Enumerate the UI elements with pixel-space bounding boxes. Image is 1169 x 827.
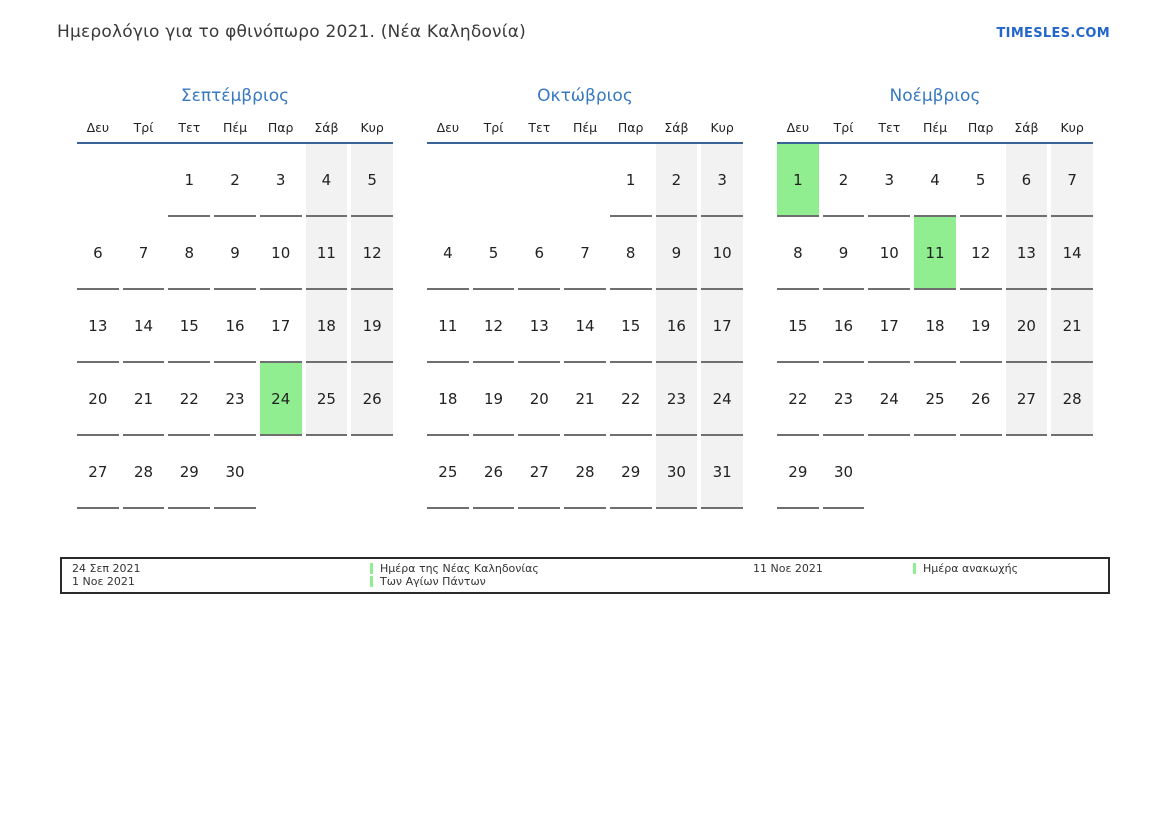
day-cell: 29 xyxy=(777,436,819,509)
day-cell: 24 xyxy=(868,363,910,436)
day-cell: 21 xyxy=(123,363,165,436)
day-cell xyxy=(473,144,515,217)
day-cell: 25 xyxy=(914,363,956,436)
month-title: Σεπτέμβριος xyxy=(180,86,290,106)
day-cell: 16 xyxy=(823,290,865,363)
day-cell: 8 xyxy=(777,217,819,290)
day-cell xyxy=(960,436,1002,509)
day-cell: 4 xyxy=(914,144,956,217)
legend-label: Ημέρα ανακωχής xyxy=(913,563,1098,575)
day-cell: 19 xyxy=(960,290,1002,363)
day-cell-holiday: 24 xyxy=(260,363,302,436)
day-cell: 16 xyxy=(656,290,698,363)
day-cell: 19 xyxy=(473,363,515,436)
day-cell: 7 xyxy=(1051,144,1093,217)
day-cell: 12 xyxy=(960,217,1002,290)
legend-date: 11 Νοε 2021 xyxy=(753,562,823,575)
weekday-label: Παρ xyxy=(267,120,294,135)
day-cell xyxy=(351,436,393,509)
day-cell: 17 xyxy=(701,290,743,363)
legend-group xyxy=(72,563,753,588)
day-cell: 2 xyxy=(656,144,698,217)
day-cell xyxy=(260,436,302,509)
day-cell: 7 xyxy=(123,217,165,290)
day-cell: 23 xyxy=(214,363,256,436)
day-cell: 19 xyxy=(351,290,393,363)
day-cell xyxy=(868,436,910,509)
day-cell: 11 xyxy=(427,290,469,363)
day-cell: 18 xyxy=(427,363,469,436)
day-cell: 22 xyxy=(168,363,210,436)
day-cell: 22 xyxy=(610,363,652,436)
day-cell: 29 xyxy=(610,436,652,509)
weekday-label: Δευ xyxy=(436,120,460,135)
month-calendar xyxy=(77,86,393,509)
page-title: Ημερολόγιο για το φθινόπωρο 2021. (Νέα Καληδονία) xyxy=(57,22,526,42)
day-cell: 3 xyxy=(868,144,910,217)
day-cell: 21 xyxy=(564,363,606,436)
day-cell: 18 xyxy=(914,290,956,363)
day-cell: 24 xyxy=(701,363,743,436)
day-cell: 6 xyxy=(1006,144,1048,217)
weekday-label: Κυρ xyxy=(360,120,384,135)
site-link[interactable]: TIMESLES.COM xyxy=(996,26,1110,41)
day-cell: 27 xyxy=(77,436,119,509)
day-cell: 22 xyxy=(777,363,819,436)
weekday-label: Σάβ xyxy=(664,120,689,135)
day-cell: 1 xyxy=(168,144,210,217)
day-cell xyxy=(564,144,606,217)
day-cell xyxy=(306,436,348,509)
day-cell: 31 xyxy=(701,436,743,509)
day-cell: 11 xyxy=(306,217,348,290)
legend-group xyxy=(753,563,1098,575)
weekday-label: Τετ xyxy=(528,120,551,135)
day-cell: 15 xyxy=(610,290,652,363)
day-cell: 21 xyxy=(1051,290,1093,363)
legend-box xyxy=(60,557,1110,594)
day-cell: 9 xyxy=(656,217,698,290)
day-cell: 28 xyxy=(123,436,165,509)
day-cell: 30 xyxy=(214,436,256,509)
days-grid xyxy=(77,144,393,509)
day-cell: 5 xyxy=(351,144,393,217)
days-grid xyxy=(777,144,1093,509)
weekday-label: Τρί xyxy=(133,120,154,135)
day-cell: 4 xyxy=(427,217,469,290)
day-cell: 17 xyxy=(260,290,302,363)
day-cell: 28 xyxy=(564,436,606,509)
day-cell: 26 xyxy=(473,436,515,509)
day-cell: 14 xyxy=(123,290,165,363)
day-cell: 23 xyxy=(823,363,865,436)
day-cell: 26 xyxy=(960,363,1002,436)
weekday-label: Τετ xyxy=(178,120,201,135)
day-cell: 4 xyxy=(306,144,348,217)
day-cell: 13 xyxy=(518,290,560,363)
day-cell xyxy=(518,144,560,217)
day-cell-holiday: 1 xyxy=(777,144,819,217)
day-cell: 18 xyxy=(306,290,348,363)
legend-date: 1 Νοε 2021 xyxy=(72,575,135,588)
day-cell xyxy=(914,436,956,509)
weekday-label: Πέμ xyxy=(222,120,248,135)
day-cell: 26 xyxy=(351,363,393,436)
day-cell: 20 xyxy=(1006,290,1048,363)
month-calendar xyxy=(777,86,1093,509)
day-cell xyxy=(123,144,165,217)
day-cell: 15 xyxy=(777,290,819,363)
day-cell: 20 xyxy=(518,363,560,436)
day-cell: 10 xyxy=(868,217,910,290)
day-cell xyxy=(427,144,469,217)
calendars xyxy=(77,86,1093,509)
legend-color-bar xyxy=(370,563,373,574)
day-cell: 7 xyxy=(564,217,606,290)
day-cell: 8 xyxy=(168,217,210,290)
weekday-label: Πέμ xyxy=(572,120,598,135)
day-cell xyxy=(1006,436,1048,509)
header xyxy=(0,0,1169,43)
day-cell: 30 xyxy=(823,436,865,509)
weekday-header xyxy=(77,120,393,136)
day-cell: 27 xyxy=(518,436,560,509)
weekday-label: Παρ xyxy=(967,120,994,135)
day-cell: 15 xyxy=(168,290,210,363)
day-cell: 30 xyxy=(656,436,698,509)
days-grid xyxy=(427,144,743,509)
weekday-label: Δευ xyxy=(86,120,110,135)
day-cell: 14 xyxy=(564,290,606,363)
weekday-label: Παρ xyxy=(617,120,644,135)
day-cell: 23 xyxy=(656,363,698,436)
day-cell: 10 xyxy=(260,217,302,290)
day-cell: 2 xyxy=(823,144,865,217)
day-cell: 25 xyxy=(306,363,348,436)
legend-color-bar xyxy=(913,563,916,574)
weekday-label: Δευ xyxy=(786,120,810,135)
month-title: Νοέμβριος xyxy=(889,86,981,106)
day-cell: 5 xyxy=(473,217,515,290)
day-cell: 20 xyxy=(77,363,119,436)
weekday-label: Τρί xyxy=(483,120,504,135)
day-cell: 16 xyxy=(214,290,256,363)
legend-color-bar xyxy=(370,576,373,587)
weekday-header xyxy=(427,120,743,136)
day-cell: 14 xyxy=(1051,217,1093,290)
weekday-label: Τετ xyxy=(878,120,901,135)
day-cell: 13 xyxy=(77,290,119,363)
day-cell: 3 xyxy=(260,144,302,217)
weekday-label: Πέμ xyxy=(922,120,948,135)
day-cell: 2 xyxy=(214,144,256,217)
day-cell xyxy=(1051,436,1093,509)
month-calendar xyxy=(427,86,743,509)
day-cell: 9 xyxy=(214,217,256,290)
day-cell: 17 xyxy=(868,290,910,363)
day-cell: 12 xyxy=(351,217,393,290)
day-cell: 1 xyxy=(610,144,652,217)
weekday-label: Σάβ xyxy=(314,120,339,135)
day-cell: 25 xyxy=(427,436,469,509)
day-cell: 8 xyxy=(610,217,652,290)
day-cell: 9 xyxy=(823,217,865,290)
day-cell: 6 xyxy=(518,217,560,290)
legend-label: Των Αγίων Πάντων xyxy=(370,576,753,588)
weekday-label: Σάβ xyxy=(1014,120,1039,135)
legend-date: 24 Σεπ 2021 xyxy=(72,562,141,575)
day-cell: 28 xyxy=(1051,363,1093,436)
weekday-label: Τρί xyxy=(833,120,854,135)
day-cell: 13 xyxy=(1006,217,1048,290)
day-cell: 3 xyxy=(701,144,743,217)
day-cell xyxy=(77,144,119,217)
weekday-label: Κυρ xyxy=(1060,120,1084,135)
weekday-header xyxy=(777,120,1093,136)
day-cell-holiday: 11 xyxy=(914,217,956,290)
day-cell: 5 xyxy=(960,144,1002,217)
day-cell: 10 xyxy=(701,217,743,290)
weekday-label: Κυρ xyxy=(710,120,734,135)
month-title: Οκτώβριος xyxy=(537,86,633,106)
day-cell: 29 xyxy=(168,436,210,509)
day-cell: 12 xyxy=(473,290,515,363)
day-cell: 27 xyxy=(1006,363,1048,436)
legend-label: Ημέρα της Νέας Καληδονίας xyxy=(370,563,753,575)
day-cell: 6 xyxy=(77,217,119,290)
